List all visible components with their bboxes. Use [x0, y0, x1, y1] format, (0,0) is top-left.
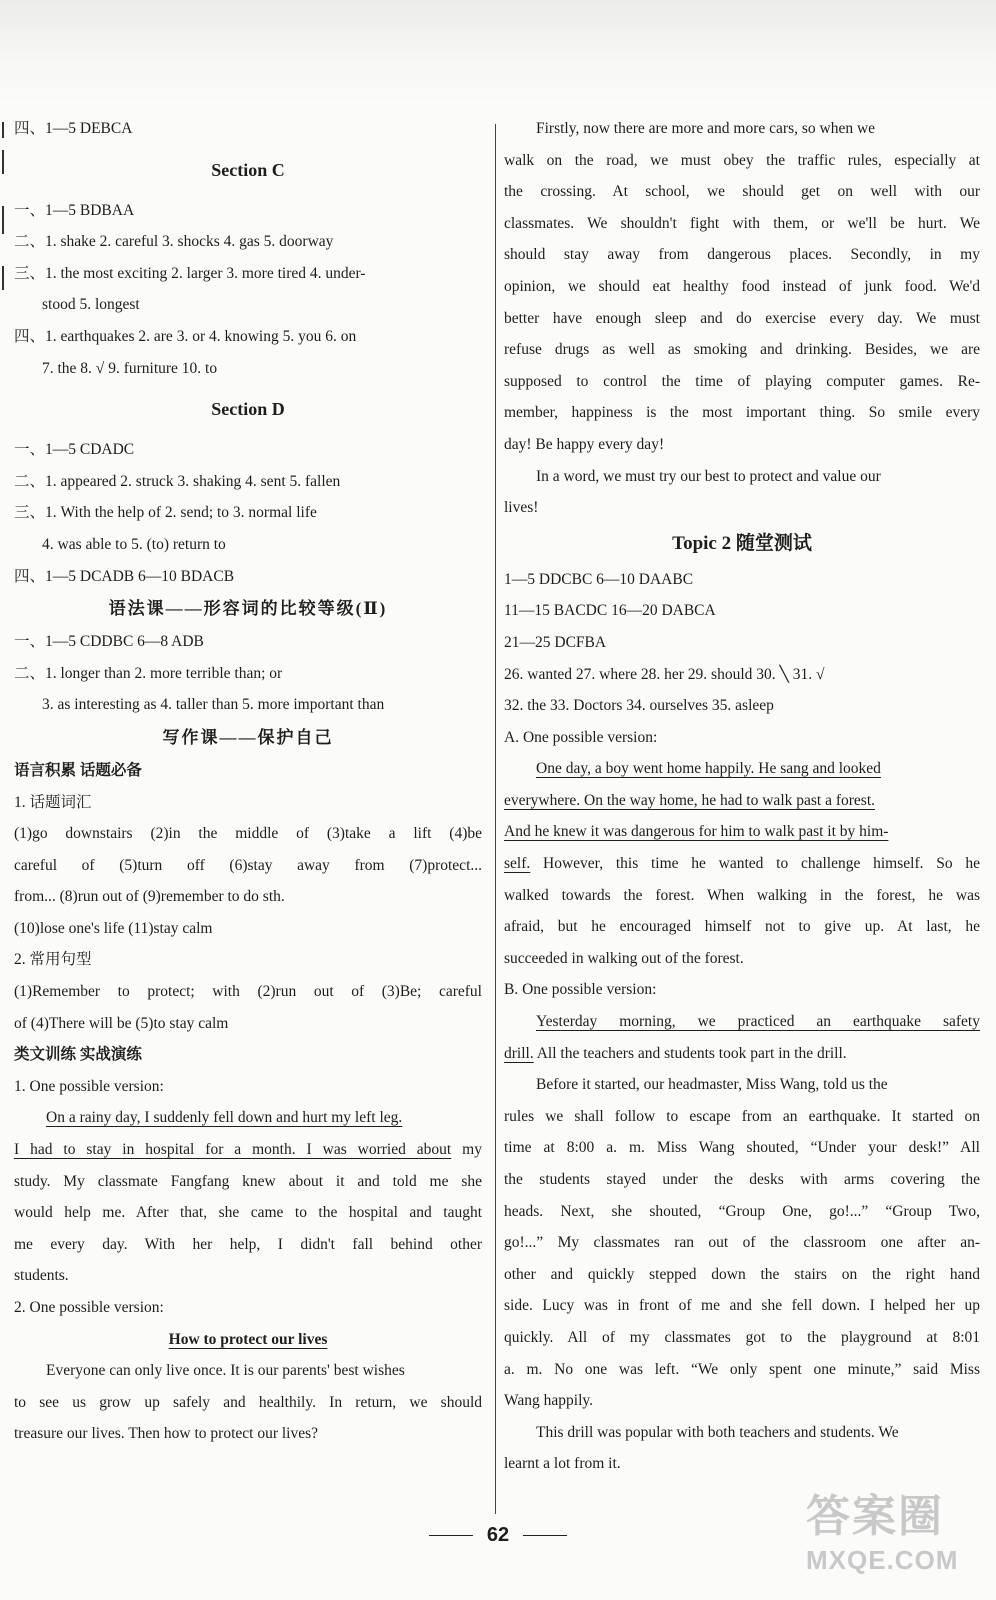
answer-line: 7. the 8. √ 9. furniture 10. to: [42, 359, 218, 377]
underlined-text: And he knew it was dangerous for him to walk past it by him-: [504, 823, 889, 841]
section-heading: Section C: [211, 159, 285, 180]
essay-line: would help me. After that, she came to the hospital and taught: [14, 1204, 482, 1222]
text-line: of (4)There will be (5)to stay calm: [14, 1014, 229, 1032]
essay-title-text: How to protect our lives: [168, 1330, 328, 1348]
essay-line: should stay away from dangerous places. Secondly, in my: [504, 246, 980, 264]
margin-mark: [2, 206, 4, 234]
essay-line: [504, 753, 980, 785]
grammar-lesson-heading: 语法课——形容词的比较等级(Ⅱ): [108, 599, 388, 619]
margin-mark: [2, 266, 4, 290]
text-line: from... (8)run out of (9)remember to do sth.: [14, 888, 285, 906]
essay-line: the students stayed under the desks with arms covering the: [504, 1171, 980, 1188]
essay-line: better have enough sleep and do exercise every day. We must: [504, 309, 980, 327]
essay-line: supposed to control the time of playing computer games. Re-: [504, 372, 980, 390]
underlined-text: On a rainy day, I suddenly fell down and hurt my left leg.: [46, 1109, 403, 1127]
essay-line: [14, 1134, 482, 1166]
answer-line: 四、1—5 DCADB 6—10 BDACB: [14, 567, 235, 585]
answer-line: 一、1—5 BDBAA: [14, 201, 135, 219]
underlined-text: drill.: [504, 1044, 534, 1062]
answer-line: 三、1. the most exciting 2. larger 3. more tired 4. under-: [14, 264, 366, 282]
text-run: However, this time he wanted to challenge himself. So he: [530, 855, 980, 873]
watermark-url: MXQE.COM: [806, 1545, 959, 1575]
essay-line: the crossing. At school, we should get on well with our: [504, 183, 980, 201]
essay-line: classmates. We shouldn't fight with them, or we'll be hurt. We: [504, 214, 980, 232]
essay-line: rules we shall follow to escape from an earthquake. It started on: [504, 1107, 980, 1125]
watermark-logo: [806, 1488, 976, 1588]
text-line: (1)go downstairs (2)in the middle of (3)take a lift (4)be: [14, 825, 482, 843]
right-column: [504, 113, 980, 1480]
essay-line: [504, 1006, 980, 1038]
column-divider: [495, 124, 496, 1514]
underlined-text: everywhere. On the way home, he had to walk past a forest.: [504, 791, 876, 809]
essay-line: Wang happily.: [504, 1392, 594, 1410]
answer-line: 21—25 DCFBA: [504, 633, 607, 651]
subheading: 2. 常用句型: [14, 951, 92, 969]
rule-right: [523, 1535, 567, 1536]
essay-line: succeeded in walking out of the forest.: [504, 949, 744, 967]
essay-line: [504, 816, 980, 848]
essay-line: quickly. All of my classmates got to the playground at 8:01: [504, 1328, 980, 1346]
essay-line: Before it started, our headmaster, Miss Wang, told us the: [536, 1076, 888, 1094]
version-label: A. One possible version:: [504, 728, 658, 746]
essay-line: learnt a lot from it.: [504, 1455, 621, 1473]
essay-line: afraid, but he encouraged himself not to give up. At last, he: [504, 918, 980, 936]
answer-line: 二、1. shake 2. careful 3. shocks 4. gas 5. doorway: [14, 233, 334, 251]
text-run: my: [451, 1141, 482, 1159]
essay-line: [504, 848, 980, 880]
essay-title: [14, 1324, 482, 1356]
margin-mark: [2, 150, 4, 174]
essay-line: [504, 785, 980, 817]
essay-line: refuse drugs as well as smoking and drinking. Besides, we are: [504, 341, 980, 359]
text-line: careful of (5)turn off (6)stay away from (7)protect...: [14, 856, 482, 874]
essay-line: [14, 1102, 482, 1134]
essay-line: day! Be happy every day!: [504, 435, 665, 453]
essay-line: [504, 1038, 980, 1070]
essay-line: to see us grow up safely and healthily. In return, we should: [14, 1393, 482, 1411]
essay-line: study. My classmate Fangfang knew about it and told me she: [14, 1172, 482, 1190]
answer-line: 26. wanted 27. where 28. her 29. should 30. ╲ 31. √: [504, 665, 825, 683]
version-label: 2. One possible version:: [14, 1299, 164, 1316]
watermark-text: 答案圈: [806, 1492, 944, 1541]
answer-line: 4. was able to 5. (to) return to: [42, 535, 226, 553]
underlined-text: I had to stay in hospital for a month. I was worried about: [14, 1141, 452, 1159]
margin-mark: [2, 122, 4, 138]
answer-line: 四、1. earthquakes 2. are 3. or 4. knowing 5. you 6. on: [14, 327, 357, 345]
answer-line: 1—5 DDCBC 6—10 DAABC: [504, 570, 694, 588]
text-run: All the teachers and students took part in the drill.: [533, 1044, 847, 1062]
underlined-text: One day, a boy went home happily. He sang and looked: [536, 760, 881, 778]
subheading: 类文训练 实战演练: [14, 1046, 142, 1064]
answer-line: 三、1. With the help of 2. send; to 3. normal life: [14, 504, 317, 522]
scan-top-shading: [0, 0, 996, 105]
essay-line: walk on the road, we must obey the traffic rules, especially at: [504, 151, 980, 169]
answer-line: 二、1. longer than 2. more terrible than; or: [14, 664, 283, 682]
answer-line: 一、1—5 CDADC: [14, 441, 135, 459]
essay-line: a. m. No one was left. “We only spent one minute,” said Miss: [504, 1360, 980, 1378]
answer-line: 一、1—5 CDDBC 6—8 ADB: [14, 633, 204, 651]
essay-line: treasure our lives. Then how to protect our lives?: [14, 1425, 319, 1443]
answer-line: 32. the 33. Doctors 34. ourselves 35. asleep: [504, 697, 774, 715]
answer-line: 3. as interesting as 4. taller than 5. more important than: [42, 696, 385, 714]
underlined-text: self.: [504, 855, 531, 873]
essay-line: walked towards the forest. When walking in the forest, he was: [504, 886, 980, 904]
essay-line: This drill was popular with both teachers and students. We: [536, 1423, 899, 1441]
page-number-text: 62: [486, 1524, 510, 1546]
essay-line: opinion, we should eat healthy food instead of junk food. We'd: [504, 277, 980, 295]
essay-line: other and quickly stepped down the stairs on the right hand: [504, 1265, 980, 1283]
section-heading: Section D: [211, 399, 285, 420]
answer-line: 二、1. appeared 2. struck 3. shaking 4. sent 5. fallen: [14, 472, 341, 490]
essay-line: me every day. With her help, I didn't fall behind other: [14, 1235, 482, 1253]
subheading: 1. 话题词汇: [14, 793, 92, 811]
answer-line: 11—15 BACDC 16—20 DABCA: [504, 602, 716, 620]
essay-line: heads. Next, she shouted, “Group One, go!...” “Group Two,: [504, 1202, 980, 1220]
answer-line: stood 5. longest: [42, 296, 140, 314]
rule-left: [429, 1535, 473, 1536]
writing-lesson-heading: 写作课——保护自己: [162, 727, 334, 747]
topic-test-heading: Topic 2 随堂测试: [672, 532, 812, 554]
essay-line: In a word, we must try our best to protect and value our: [536, 467, 881, 485]
essay-line: students.: [14, 1267, 69, 1285]
version-label: B. One possible version:: [504, 981, 657, 999]
essay-line: lives!: [504, 499, 539, 517]
essay-line: go!...” My classmates ran out of the classroom one after an-: [504, 1234, 980, 1252]
subheading: 语言积累 话题必备: [14, 761, 142, 779]
answer-line: 四、1—5 DEBCA: [14, 120, 133, 137]
essay-line: Firstly, now there are more and more cars, so when we: [536, 120, 876, 137]
left-column: [14, 113, 482, 1450]
essay-line: Everyone can only live once. It is our parents' best wishes: [46, 1362, 405, 1380]
underlined-text: Yesterday morning, we practiced an earthquake safety: [536, 1013, 980, 1031]
text-line: (1)Remember to protect; with (2)run out of (3)Be; careful: [14, 983, 482, 1001]
essay-line: time at 8:00 a. m. Miss Wang shouted, “Under your desk!” All: [504, 1139, 980, 1157]
text-line: (10)lose one's life (11)stay calm: [14, 919, 213, 937]
essay-line: member, happiness is the most important thing. So smile every: [504, 404, 980, 422]
essay-line: side. Lucy was in front of me and she fell down. I helped her up: [504, 1297, 980, 1315]
version-label: 1. One possible version:: [14, 1077, 164, 1095]
